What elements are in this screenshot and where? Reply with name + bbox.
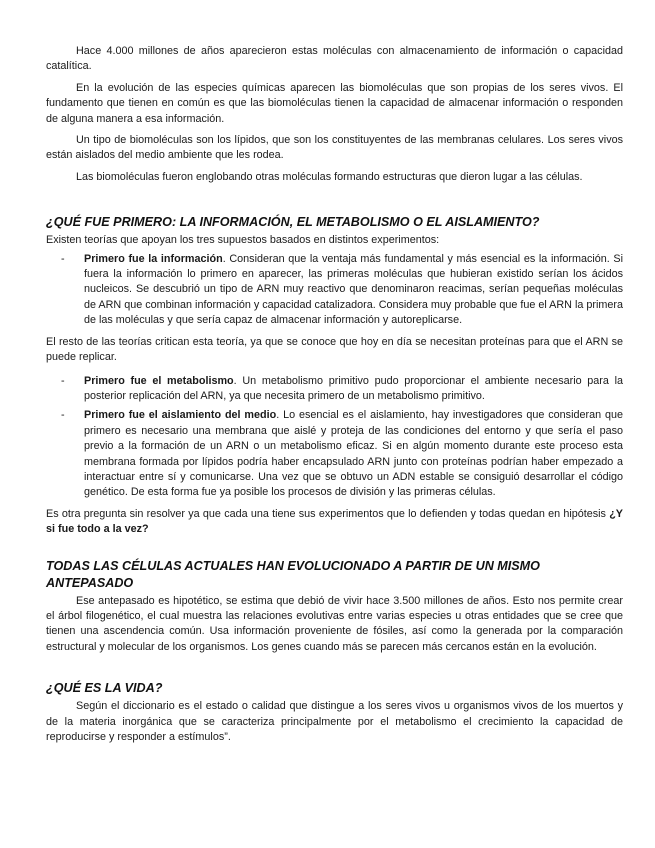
intro-paragraph-3: Un tipo de biomoléculas son los lípidos, que son los constituyentes de las membranas celulares. Los seres vivos están aislados del medio ambiente que les rodea.	[46, 134, 623, 162]
item-text-metabolism: . Un metabolismo primitivo pudo proporcionar el ambiente necesario para la posterior replicación del ARN, ya que necesita primero de un metabolismo primitivo.	[84, 374, 623, 402]
closing-text: Es otra pregunta sin resolver ya que cada una tiene sus experimentos que lo defienden y todas quedan en hipótesis	[46, 507, 610, 520]
intro-paragraph-4: Las biomoléculas fueron englobando otras moléculas formando estructuras que dieron lugar a las células.	[76, 170, 583, 183]
section-heading-origin: ¿QUÉ FUE PRIMERO: LA INFORMACIÓN, EL METABOLISMO O EL AISLAMIENTO?	[46, 215, 540, 230]
section2-paragraph: Ese antepasado es hipotético, se estima que debió de vivir hace 3.500 millones de años. Esto nos permite crear el árbol filogenético, el cual muestra las relaciones evolutivas entre varias especies u otras entidades que se cree que tienen una ascendencia común. Usa información proveniente de fósiles, así como la generada por la comparación estructural y molecular de los organismos. Los genes cuando más se parecen más cercanos están en la evolución.	[46, 594, 623, 653]
item-text-isolation: . Lo esencial es el aislamiento, hay investigadores que consideran que primero es necesario una membrana que aislé y proteja de las condiciones del entorno y que sería el paso previo a la formación de un ARN o un metabolismo eficaz. Si en algún momento durante este proceso esta membrana formada por lípidos podría haber encapsulado ARN junto con proteínas podrían haber empezado a interactuar entre sí y comunicarse. Una vez que se obtuvo un ADN estable se consiguió desarrollar el código genético. De esta forma fue ya posible los procesos de división y las primeras células.	[84, 409, 623, 499]
item-title-information: Primero fue la información	[84, 252, 223, 265]
item-title-metabolism: Primero fue el metabolismo	[84, 374, 234, 387]
section1-lead: Existen teorías que apoyan los tres supuestos basados en distintos experimentos:	[46, 234, 440, 247]
list-item-isolation	[46, 408, 623, 500]
item-text-information: . Consideran que la ventaja más fundamental y más esencial es la información. Si fuera la información lo primero en aparecer, las primeras moléculas que hubieran existido serían los ácidos nucleicos. Se descubrió un tipo de ARN muy reactivo que denominaron reacimas, serían pequeñas moléculas de ARN que combinan información y capacidad catalizadora. Considera muy probable que fue el ARN la primera de las moléculas y que sería capaz de almacenar información y autoreplicarse.	[84, 252, 623, 327]
list-item-metabolism	[46, 374, 623, 405]
list-item-information	[46, 252, 623, 329]
intro-paragraph-1: Hace 4.000 millones de años aparecieron estas moléculas con almacenamiento de información o capacidad catalítica.	[46, 45, 623, 73]
intro-paragraph-2: En la evolución de las especies químicas aparecen las biomoléculas que son propias de los seres vivos. El fundamento que tienen en común es que las biomoléculas tienen la capacidad de almacenar información o responden de alguna manera a esa información.	[46, 81, 623, 125]
section-heading-life: ¿QUÉ ES LA VIDA?	[46, 681, 163, 696]
item-title-isolation: Primero fue el aislamiento del medio	[84, 409, 277, 422]
section1-middle: El resto de las teorías critican esta teoría, ya que se conoce que hoy en día se necesitan proteínas para que el ARN se puede replicar.	[46, 335, 623, 364]
section3-paragraph: Según el diccionario es el estado o calidad que distingue a los seres vivos u organismos vivos de los muertos y de la materia inorgánica que se caracteriza principalmente por el metabolismo el crecimiento la capacidad de reproducirse y responder a estímulos”.	[46, 700, 623, 743]
theory-list-1	[46, 252, 623, 329]
closing-question: ¿Y si fue todo a la vez?	[46, 507, 623, 536]
section-heading-ancestor: TODAS LAS CÉLULAS ACTUALES HAN EVOLUCIONADO A PARTIR DE UN MISMO ANTEPASADO	[46, 558, 540, 590]
section1-closing	[46, 507, 623, 538]
theory-list-2	[46, 374, 623, 501]
